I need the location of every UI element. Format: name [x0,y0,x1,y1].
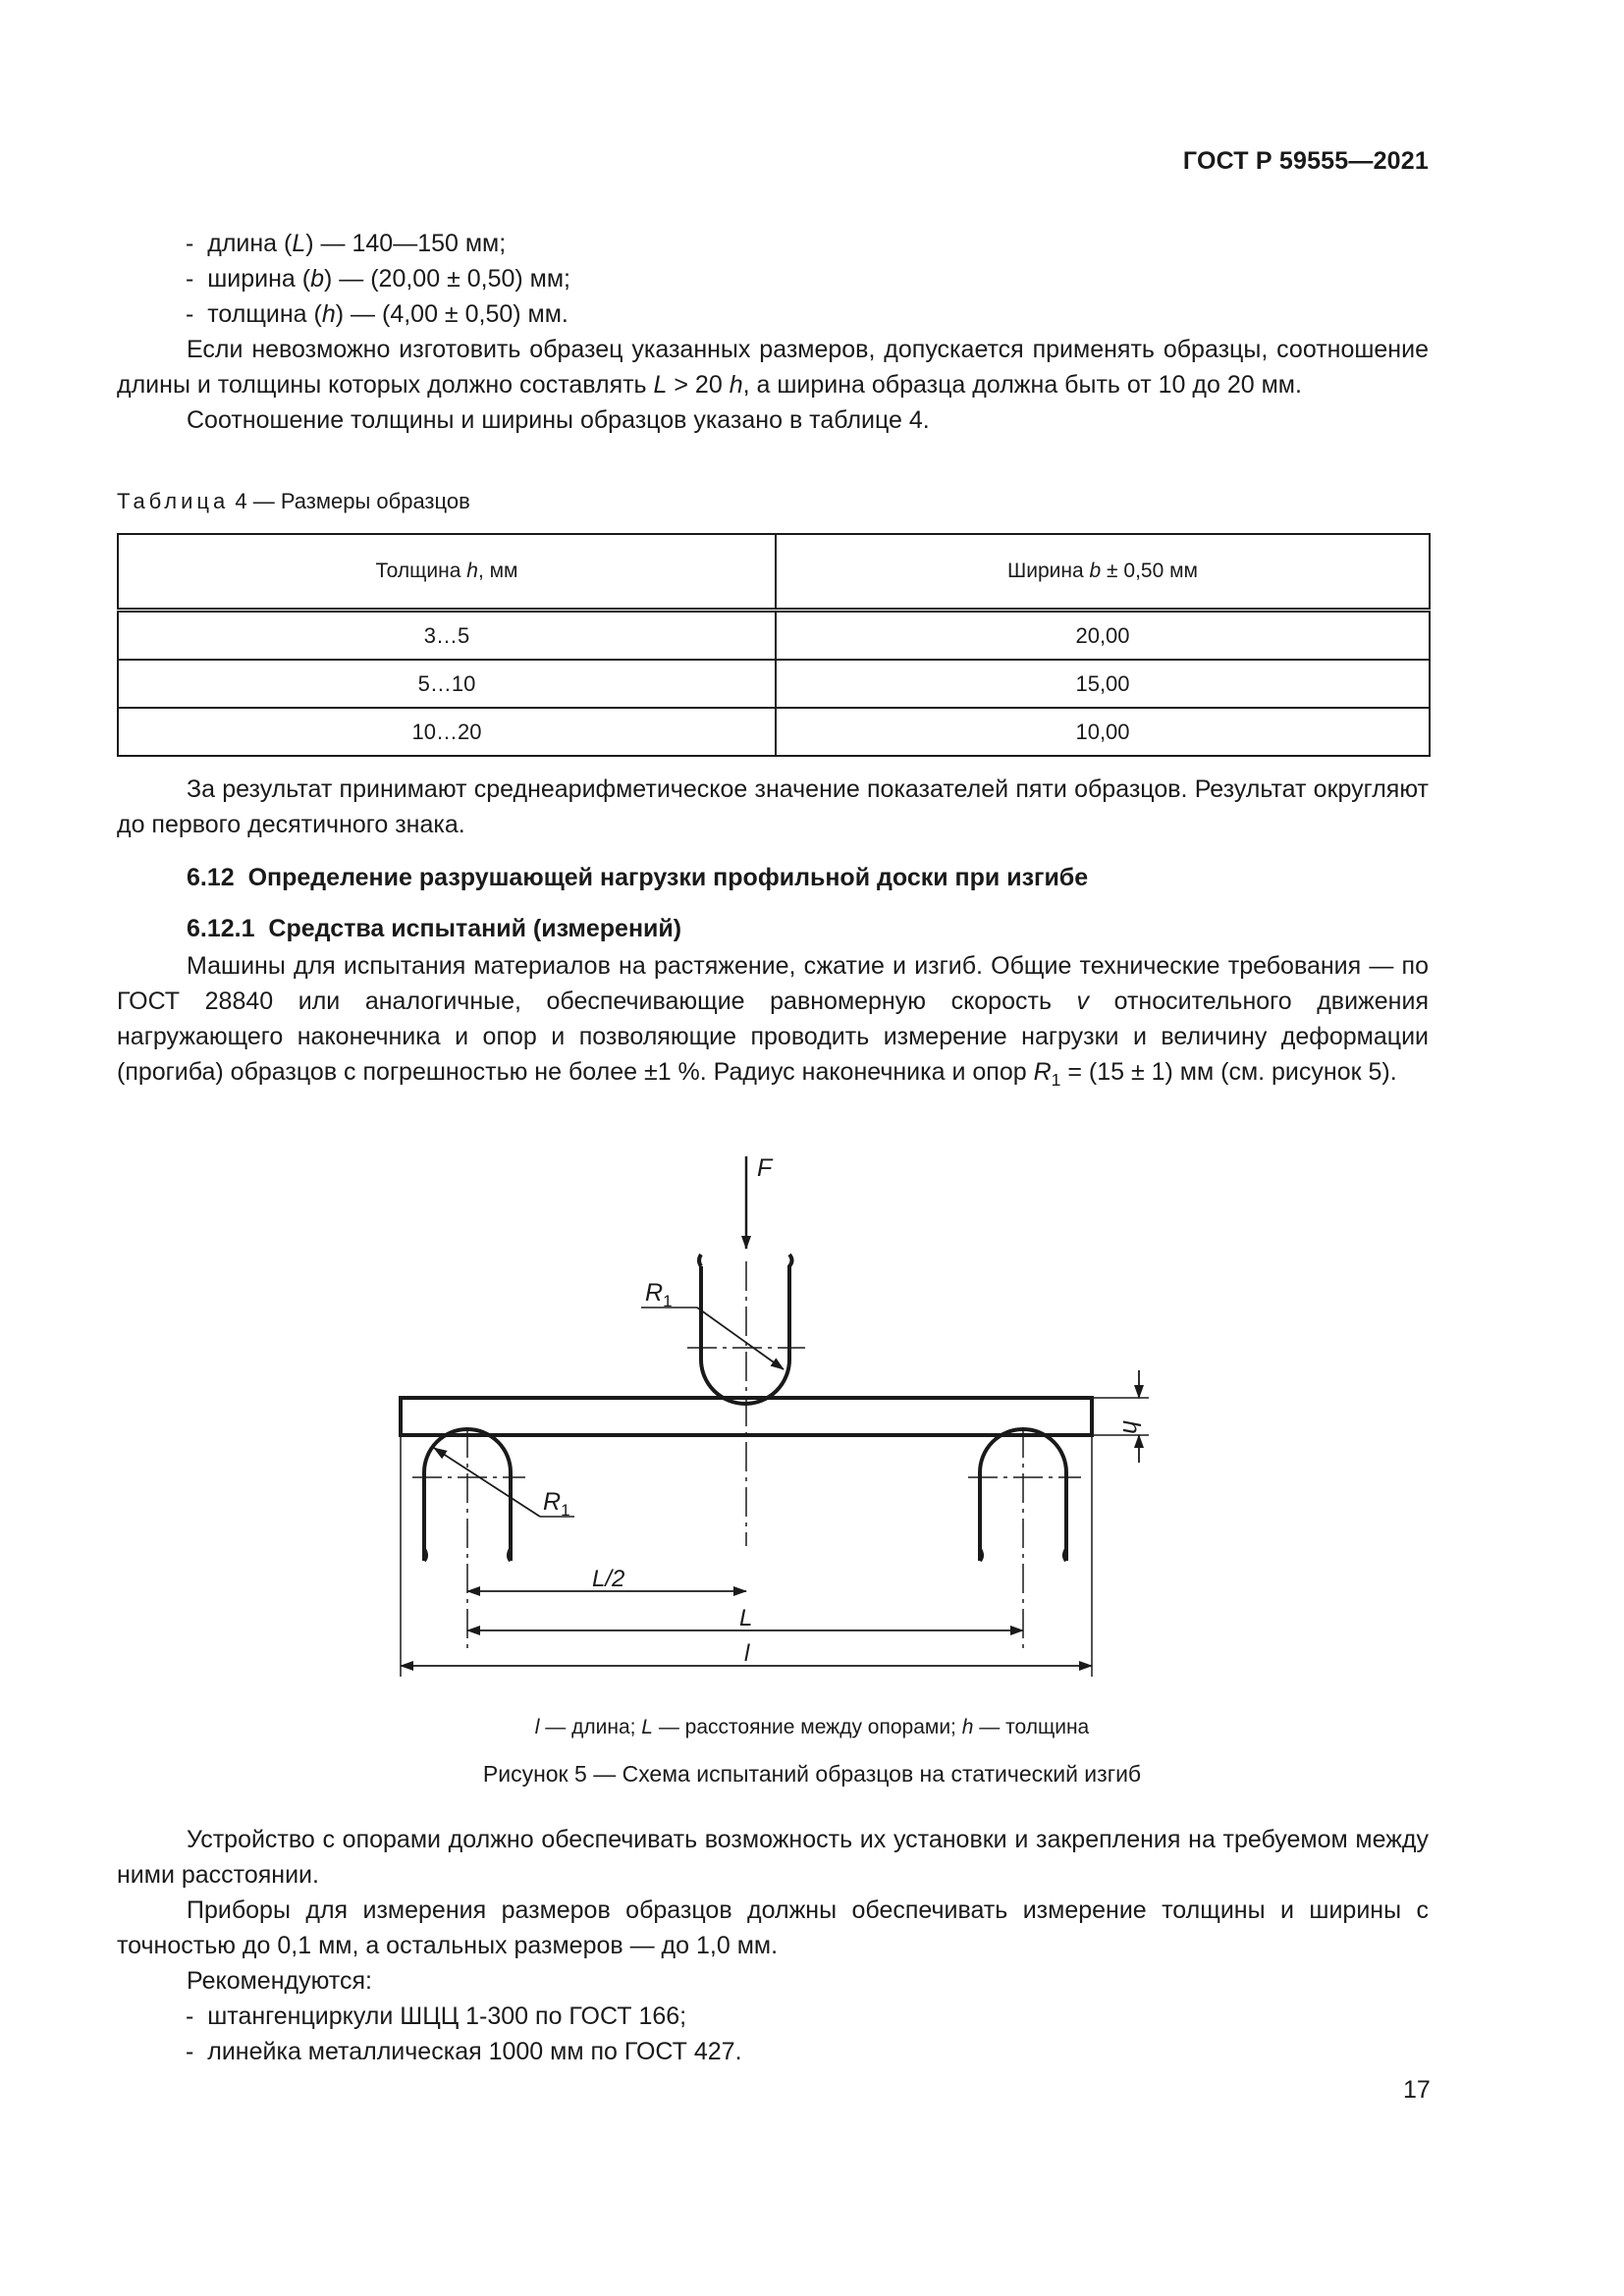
label-radius-support: $R_1$ [543,1488,570,1520]
table-header-row [118,534,1430,611]
page-number: 17 [1403,2076,1431,2104]
figure-legend: l — длина; L — расстояние между опорами; h — толщина [534,1716,1090,1738]
paragraph: Приборы для измерения размеров образцов должны обеспечивать измерение толщины и ширины с точностью до 0,1 мм, а остальных размеров — до 1,0 мм. [117,1896,1429,1959]
label-thickness: h [1117,1420,1145,1434]
table-row [118,611,1430,661]
section-heading-6-12-1: 6.12.1 Средства испытаний (измерений) [187,915,682,942]
document-id: ГОСТ Р 59555—2021 [1182,147,1429,175]
paragraph: Устройство с опорами должно обеспечивать возможность их установки и закрепления на требуемом между ними расстоянии. [117,1826,1429,1889]
table-cell: 10,00 [776,708,1430,756]
result-block [117,772,1429,842]
list-item: - штангенциркули ШЦЦ 1-300 по ГОСТ 166; [186,2002,687,2030]
column-header-thickness: Толщина h, мм [118,534,776,611]
table-cell: 5…10 [118,660,776,708]
table-caption: Таблица 4 — Размеры образцов [117,489,470,513]
label-force: F [757,1154,773,1182]
table-row [118,660,1430,708]
label-length: l [744,1640,750,1667]
section-heading-6-12: 6.12 Определение разрушающей нагрузки профильной доски при изгибе [187,864,1089,891]
table-cell: 20,00 [776,611,1430,661]
table-cell: 10…20 [118,708,776,756]
section-6-12-1-body [117,948,1429,1097]
dimensions-table [117,533,1431,757]
paragraph: Соотношение толщины и ширины образцов указано в таблице 4. [187,406,930,434]
intro-block [117,226,1429,438]
figure-bending-test-diagram [373,1139,1178,1688]
diagram-svg [373,1139,1178,1688]
table-cell: 15,00 [776,660,1430,708]
after-figure-block [117,1822,1429,2069]
label-radius-nose: $R_1$ [645,1279,673,1310]
paragraph: Если невозможно изготовить образец указанных размеров, допускается применять образцы, соотношение длины и толщины которых должно составлять L > 20 h, а ширина образца должна быть от 10 до 20 мм. [117,336,1429,399]
paragraph: За результат принимают среднеарифметическое значение показателей пяти образцов. Результат округляют до первого десятичного знака. [117,775,1429,838]
label-half-span: L/2 [592,1566,625,1592]
list-item: - толщина (h) — (4,00 ± 0,50) мм. [186,300,568,328]
paragraph: Рекомендуются: [187,1967,372,1995]
list-item: - линейка металлическая 1000 мм по ГОСТ 427. [186,2038,742,2065]
figure-caption: Рисунок 5 — Схема испытаний образцов на статический изгиб [482,1761,1142,1787]
radius-leader-nose [697,1308,784,1369]
radius-leader-support [434,1448,540,1517]
table-cell: 3…5 [118,611,776,661]
table-row [118,708,1430,756]
column-header-width: Ширина b ± 0,50 мм [776,534,1430,611]
list-item: - длина (L) — 140—150 мм; [186,230,507,257]
paragraph: Машины для испытания материалов на растяжение, сжатие и изгиб. Общие технические требования — по ГОСТ 28840 или аналогичные, обеспечивающие равномерную скорость v относительного движения нагружающего наконечника и опор и позволяющие проводить измерение нагрузки и величину деформации (прогиба) образцов с погрешностью не более ±1 %. Радиус наконечника и опор $R_1 = (15 \pm 1)$ мм (см. рисунок 5). [117,952,1429,1090]
label-span: L [739,1605,753,1631]
list-item: - ширина (b) — (20,00 ± 0,50) мм; [186,265,570,293]
